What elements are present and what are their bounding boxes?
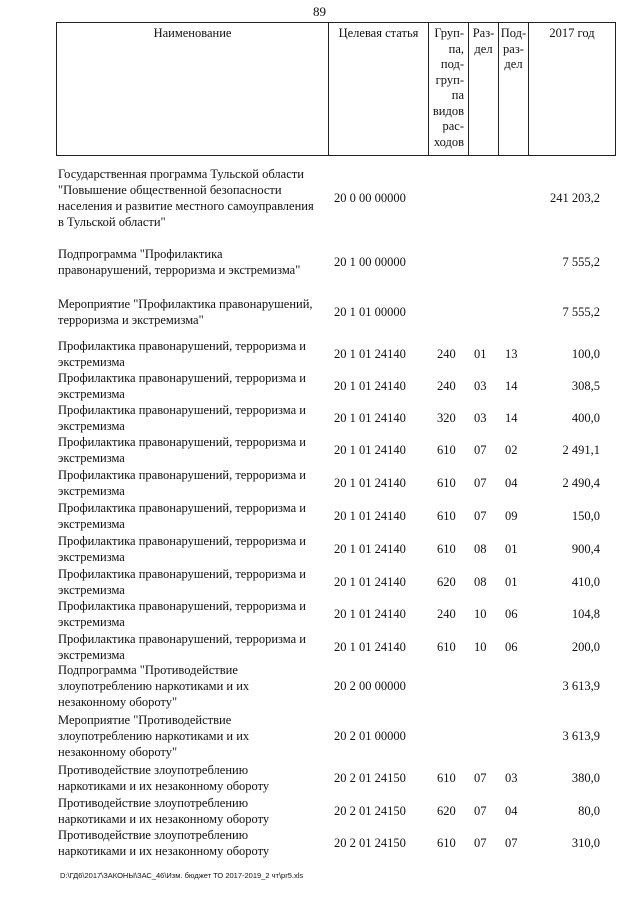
- row-name: Профилактика правонарушений, терроризма и экстремизма: [58, 632, 306, 662]
- row-target-article: 20 2 01 24150: [334, 771, 406, 785]
- row-target-article: 20 1 01 24140: [334, 476, 406, 490]
- row-amount: 200,0: [571, 640, 600, 654]
- row-target-article: 20 1 01 24140: [334, 347, 406, 361]
- table-row: [0, 712, 639, 760]
- row-target-article: 20 1 01 24140: [334, 443, 406, 457]
- row-name: Противодействие злоупотреблению наркотиками и их незаконному обороту: [58, 828, 270, 858]
- table-row: [0, 566, 639, 598]
- row-amount: 310,0: [571, 836, 600, 850]
- row-expense-group: 240: [437, 347, 456, 361]
- row-target-article: 20 2 01 24150: [334, 804, 406, 818]
- header-subsection: Под- раз- дел: [499, 23, 529, 155]
- row-name: Противодействие злоупотреблению наркотиками и их незаконному обороту: [58, 763, 270, 793]
- row-section: 08: [474, 542, 487, 556]
- table-row: [0, 762, 639, 794]
- row-name: Противодействие злоупотреблению наркотиками и их незаконному обороту: [58, 796, 270, 826]
- header-target-article: Целевая статья: [329, 23, 429, 155]
- row-subsection: 06: [505, 640, 518, 654]
- row-expense-group: 610: [437, 640, 456, 654]
- row-name: Профилактика правонарушений, терроризма и экстремизма: [58, 403, 306, 433]
- row-section: 07: [474, 804, 487, 818]
- row-section: 07: [474, 509, 487, 523]
- row-target-article: 20 0 00 00000: [334, 191, 406, 205]
- row-subsection: 07: [505, 836, 518, 850]
- row-target-article: 20 1 01 24140: [334, 575, 406, 589]
- table-row: [0, 631, 639, 663]
- row-section: 01: [474, 347, 487, 361]
- row-amount: 400,0: [571, 411, 600, 425]
- row-amount: 241 203,2: [550, 191, 600, 205]
- row-amount: 380,0: [571, 771, 600, 785]
- row-subsection: 02: [505, 443, 518, 457]
- table-row: [0, 467, 639, 499]
- row-expense-group: 620: [437, 804, 456, 818]
- row-amount: 3 613,9: [562, 729, 600, 743]
- row-target-article: 20 1 01 24140: [334, 379, 406, 393]
- file-path-footer: D:\ГД6\2017\ЗАКОНЫ\ЗАС_46\Изм. бюджет ТО 2017-2019_2 чт\pr5.xls: [60, 871, 304, 880]
- row-target-article: 20 1 01 24140: [334, 542, 406, 556]
- row-expense-group: 610: [437, 771, 456, 785]
- table-row: [0, 166, 639, 230]
- row-subsection: 14: [505, 379, 518, 393]
- row-name: Профилактика правонарушений, терроризма и экстремизма: [58, 371, 306, 401]
- row-target-article: 20 1 01 24140: [334, 607, 406, 621]
- row-subsection: 04: [505, 476, 518, 490]
- row-amount: 104,8: [571, 607, 600, 621]
- row-expense-group: 610: [437, 836, 456, 850]
- row-name: Мероприятие "Противодействие злоупотреблению наркотиками и их незаконному обороту": [58, 713, 250, 759]
- row-amount: 80,0: [578, 804, 600, 818]
- table-row: [0, 827, 639, 859]
- row-subsection: 06: [505, 607, 518, 621]
- row-section: 07: [474, 476, 487, 490]
- row-expense-group: 610: [437, 509, 456, 523]
- row-target-article: 20 1 01 24140: [334, 411, 406, 425]
- row-section: 07: [474, 771, 487, 785]
- table-header: [56, 22, 616, 156]
- row-target-article: 20 2 00 00000: [334, 679, 406, 693]
- row-section: 10: [474, 640, 487, 654]
- row-target-article: 20 1 01 24140: [334, 509, 406, 523]
- row-section: 07: [474, 836, 487, 850]
- row-amount: 308,5: [571, 379, 600, 393]
- row-subsection: 01: [505, 575, 518, 589]
- table-row: [0, 795, 639, 827]
- row-expense-group: 610: [437, 542, 456, 556]
- row-amount: 7 555,2: [562, 305, 600, 319]
- table-row: [0, 370, 639, 402]
- table-row: [0, 598, 639, 630]
- row-subsection: 03: [505, 771, 518, 785]
- header-expense-group: Груп- па, под- груп- па видов рас- ходов: [429, 23, 469, 155]
- row-subsection: 09: [505, 509, 518, 523]
- row-target-article: 20 2 01 00000: [334, 729, 406, 743]
- row-name: Профилактика правонарушений, терроризма и экстремизма: [58, 468, 306, 498]
- row-amount: 100,0: [571, 347, 600, 361]
- row-name: Подпрограмма "Профилактика правонарушений, терроризма и экстремизма": [58, 247, 301, 277]
- header-section: Раз- дел: [469, 23, 499, 155]
- row-name: Профилактика правонарушений, терроризма и экстремизма: [58, 534, 306, 564]
- table-row: [0, 338, 639, 370]
- row-subsection: 14: [505, 411, 518, 425]
- row-name: Профилактика правонарушений, терроризма и экстремизма: [58, 501, 306, 531]
- header-name: Наименование: [57, 23, 329, 155]
- table-row: [0, 296, 639, 328]
- row-amount: 150,0: [571, 509, 600, 523]
- row-name: Государственная программа Тульской области "Повышение общественной безопасности населения и развитие местного самоуправления в Тульской области": [58, 167, 314, 229]
- row-expense-group: 620: [437, 575, 456, 589]
- row-section: 10: [474, 607, 487, 621]
- row-expense-group: 240: [437, 379, 456, 393]
- row-subsection: 04: [505, 804, 518, 818]
- row-name: Мероприятие "Профилактика правонарушений, терроризма и экстремизма": [58, 297, 313, 327]
- row-target-article: 20 1 01 24140: [334, 640, 406, 654]
- row-name: Профилактика правонарушений, терроризма и экстремизма: [58, 435, 306, 465]
- table-row: [0, 402, 639, 434]
- row-name: Профилактика правонарушений, терроризма и экстремизма: [58, 567, 306, 597]
- table-row: [0, 246, 639, 278]
- row-expense-group: 320: [437, 411, 456, 425]
- row-section: 03: [474, 379, 487, 393]
- row-expense-group: 610: [437, 443, 456, 457]
- row-expense-group: 240: [437, 607, 456, 621]
- row-subsection: 13: [505, 347, 518, 361]
- row-amount: 410,0: [571, 575, 600, 589]
- row-section: 03: [474, 411, 487, 425]
- table-row: [0, 500, 639, 532]
- row-name: Профилактика правонарушений, терроризма и экстремизма: [58, 599, 306, 629]
- row-name: Подпрограмма "Противодействие злоупотреблению наркотиками и их незаконному обороту": [58, 663, 250, 709]
- header-year: 2017 год: [549, 26, 595, 40]
- row-amount: 3 613,9: [562, 679, 600, 693]
- table-row: [0, 434, 639, 466]
- row-name: Профилактика правонарушений, терроризма и экстремизма: [58, 339, 306, 369]
- row-section: 07: [474, 443, 487, 457]
- row-amount: 7 555,2: [562, 255, 600, 269]
- page-number: 89: [313, 4, 326, 19]
- row-target-article: 20 2 01 24150: [334, 836, 406, 850]
- row-amount: 900,4: [571, 542, 600, 556]
- row-target-article: 20 1 01 00000: [334, 305, 406, 319]
- row-section: 08: [474, 575, 487, 589]
- row-amount: 2 490,4: [562, 476, 600, 490]
- table-row: [0, 533, 639, 565]
- row-target-article: 20 1 00 00000: [334, 255, 406, 269]
- row-subsection: 01: [505, 542, 518, 556]
- row-expense-group: 610: [437, 476, 456, 490]
- table-row: [0, 662, 639, 710]
- row-amount: 2 491,1: [562, 443, 600, 457]
